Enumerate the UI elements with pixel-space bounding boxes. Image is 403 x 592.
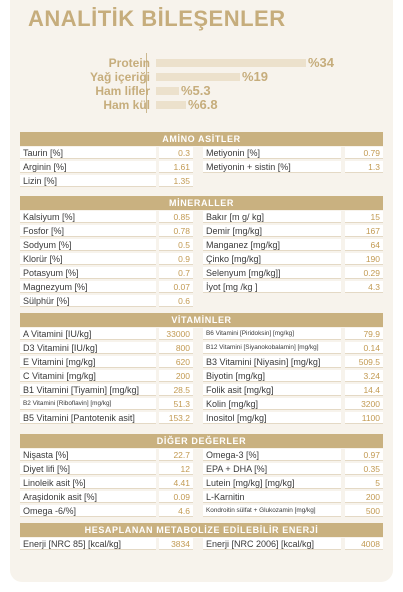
summary-bar: [156, 101, 186, 109]
nutrient-value: 1.61: [159, 161, 193, 173]
nutrient-value: 167: [345, 225, 383, 237]
nutrient-value: 0.78: [159, 225, 193, 237]
nutrient-label: Biyotin [mg/kg]: [203, 370, 341, 382]
summary-value: %19: [242, 69, 269, 84]
nutrient-label: Sülphür [%]: [20, 295, 156, 307]
nutrient-label: Çinko [mg/kg]: [203, 253, 341, 265]
summary-bar: [156, 87, 179, 95]
nutrient-value: 1.35: [159, 175, 193, 187]
summary-bar: [156, 59, 306, 67]
nutrient-value: 0.3: [159, 147, 193, 159]
nutrient-label: Sodyum [%]: [20, 239, 156, 251]
table-row: [20, 490, 383, 504]
summary-label: Yağ içeriği: [89, 70, 150, 84]
table-row: [20, 411, 383, 425]
nutrient-label: B2 Vitamini [Riboflavin] [mg/kg]: [20, 398, 156, 410]
table-section: [20, 196, 383, 308]
nutrient-label: İyot [mg /kg ]: [203, 281, 341, 293]
nutrient-label: Metiyonin [%]: [203, 147, 341, 159]
nutrient-value: 0.6: [159, 295, 193, 307]
nutrient-label: Arginin [%]: [20, 161, 156, 173]
nutrient-value: 0.9: [159, 253, 193, 265]
nutrient-value: 1.3: [345, 161, 383, 173]
nutrient-value: 0.7: [159, 267, 193, 279]
section-heading: DİĞER DEĞERLER: [20, 434, 383, 448]
nutrient-value: 3.24: [345, 370, 383, 382]
nutrient-label: Enerji [NRC 2006] [kcal/kg]: [203, 538, 341, 550]
nutrient-value: 500: [345, 505, 383, 517]
nutrient-label: L-Karnitin: [203, 491, 341, 503]
table-row: [20, 146, 383, 160]
table-row: [20, 448, 383, 462]
table-row: [20, 476, 383, 490]
summary-row: [0, 98, 403, 112]
nutrient-value: 15: [345, 211, 383, 223]
nutrient-value: 4.41: [159, 477, 193, 489]
summary-bar: [156, 73, 240, 81]
table-row: [20, 504, 383, 518]
nutrient-value: 620: [159, 356, 193, 368]
nutrient-label: Inositol [mg/kg]: [203, 412, 341, 424]
nutrient-value: 22.7: [159, 449, 193, 461]
nutrient-label: Diyet lifi [%]: [20, 463, 156, 475]
nutrient-value: 509.5: [345, 356, 383, 368]
nutrient-value: 79.9: [345, 328, 383, 340]
table-row: [20, 224, 383, 238]
nutrient-label: Omega -6/%]: [20, 505, 156, 517]
nutrient-label: Demir [mg/kg]: [203, 225, 341, 237]
nutrient-value: 0.29: [345, 267, 383, 279]
section-heading: AMİNO ASİTLER: [20, 132, 383, 146]
nutrient-label: Folik asit [mg/kg]: [203, 384, 341, 396]
table-row: [20, 383, 383, 397]
page-title: ANALİTİK BİLEŞENLER: [28, 6, 286, 31]
nutrient-label: Selenyum [mg/kg]]: [203, 267, 341, 279]
nutrient-value: 0.07: [159, 281, 193, 293]
nutrient-label: Lutein [mg/kg] [mg/kg]: [203, 477, 341, 489]
nutrient-label: Magnezyum [%]: [20, 281, 156, 293]
nutrient-value: 3834: [159, 538, 193, 550]
nutrient-label: Araşidonik asit [%]: [20, 491, 156, 503]
nutrient-label: Metiyonin + sistin [%]: [203, 161, 341, 173]
summary-value: %34: [308, 55, 335, 70]
table-section: [20, 434, 383, 518]
nutrient-label: C Vitamini [mg/kg]: [20, 370, 156, 382]
nutrient-label: Potasyum [%]: [20, 267, 156, 279]
table-section: [20, 313, 383, 425]
nutrient-value: 800: [159, 342, 193, 354]
section-heading: HESAPLANAN METABOLİZE EDİLEBİLİR ENERJİ: [20, 523, 383, 537]
summary-label: Ham lifler: [95, 84, 150, 98]
table-row: [20, 397, 383, 411]
nutrient-value: 12: [159, 463, 193, 475]
table-row: [20, 280, 383, 294]
nutrient-label: Enerji [NRC 85] [kcal/kg]: [20, 538, 156, 550]
nutrient-label: Bakır [m g/ kg]: [203, 211, 341, 223]
nutrient-label: Fosfor [%]: [20, 225, 156, 237]
nutrient-label: D3 Vitamini [IU/kg]: [20, 342, 156, 354]
nutrient-label: EPA + DHA [%]: [203, 463, 341, 475]
nutrient-value: 0.35: [345, 463, 383, 475]
nutrient-value: 153.2: [159, 412, 193, 424]
summary-label: Protein: [108, 56, 150, 70]
nutrient-value: 0.97: [345, 449, 383, 461]
summary-row: [0, 84, 403, 98]
nutrient-value: 0.85: [159, 211, 193, 223]
table-row: [20, 252, 383, 266]
section-heading: MİNERALLER: [20, 196, 383, 210]
nutrient-value: 1100: [345, 412, 383, 424]
nutrient-value: 4008: [345, 538, 383, 550]
table-section: [20, 132, 383, 188]
nutrient-label: E Vitamini [mg/kg]: [20, 356, 156, 368]
nutrient-value: 4.6: [159, 505, 193, 517]
nutrient-value: 14.4: [345, 384, 383, 396]
nutrient-value: 3200: [345, 398, 383, 410]
nutrient-value: 28.5: [159, 384, 193, 396]
nutrient-value: 0.14: [345, 342, 383, 354]
section-heading: VİTAMİNLER: [20, 313, 383, 327]
summary-label: Ham kül: [103, 98, 150, 112]
nutrient-value: 200: [345, 491, 383, 503]
nutrient-value: 33000: [159, 328, 193, 340]
summary-row: [0, 70, 403, 84]
nutrient-value: 0.5: [159, 239, 193, 251]
nutrient-value: 4.3: [345, 281, 383, 293]
table-row: [20, 537, 383, 551]
table-row: [20, 327, 383, 341]
nutrient-label: Lizin [%]: [20, 175, 156, 187]
summary-value: %6.8: [188, 97, 218, 112]
table-row: [20, 294, 383, 308]
nutrient-label: B6 Vitamini [Piridoksin] [mg/kg]: [203, 328, 341, 340]
nutrient-value: 0.09: [159, 491, 193, 503]
nutrient-label: Nişasta [%]: [20, 449, 156, 461]
nutrient-label: Taurin [%]: [20, 147, 156, 159]
table-section: [20, 523, 383, 551]
nutrient-value: 5: [345, 477, 383, 489]
summary-row: [0, 56, 403, 70]
nutrient-value: 190: [345, 253, 383, 265]
table-row: [20, 174, 383, 188]
table-row: [20, 369, 383, 383]
nutrient-label: Manganez [mg/kg]: [203, 239, 341, 251]
nutrient-value: 200: [159, 370, 193, 382]
table-row: [20, 210, 383, 224]
nutrient-label: Klorür [%]: [20, 253, 156, 265]
nutrient-label: B12 Vitamini [Siyanokobalamin] [mg/kg]: [203, 342, 341, 354]
nutrient-label: Kondroitin sülfat + Glukozamin [mg/kg]: [203, 505, 341, 517]
table-row: [20, 160, 383, 174]
nutrient-label: B3 Vitamini [Niyasin] [mg/kg]: [203, 356, 341, 368]
table-row: [20, 266, 383, 280]
nutrient-label: Omega-3 [%]: [203, 449, 341, 461]
summary-value: %5.3: [181, 83, 211, 98]
table-row: [20, 238, 383, 252]
nutrient-label: Kolin [mg/kg]: [203, 398, 341, 410]
nutrient-value: 51.3: [159, 398, 193, 410]
table-row: [20, 341, 383, 355]
nutrient-value: 0.79: [345, 147, 383, 159]
table-row: [20, 462, 383, 476]
nutrient-label: A Vitamini [IU/kg]: [20, 328, 156, 340]
table-row: [20, 355, 383, 369]
nutrient-value: 64: [345, 239, 383, 251]
nutrient-label: Linoleik asit [%]: [20, 477, 156, 489]
nutrient-label: B5 Vitamini [Pantotenik asit]: [20, 412, 156, 424]
nutrient-label: Kalsiyum [%]: [20, 211, 156, 223]
nutrient-label: B1 Vitamini [Tiyamin] [mg/kg]: [20, 384, 156, 396]
